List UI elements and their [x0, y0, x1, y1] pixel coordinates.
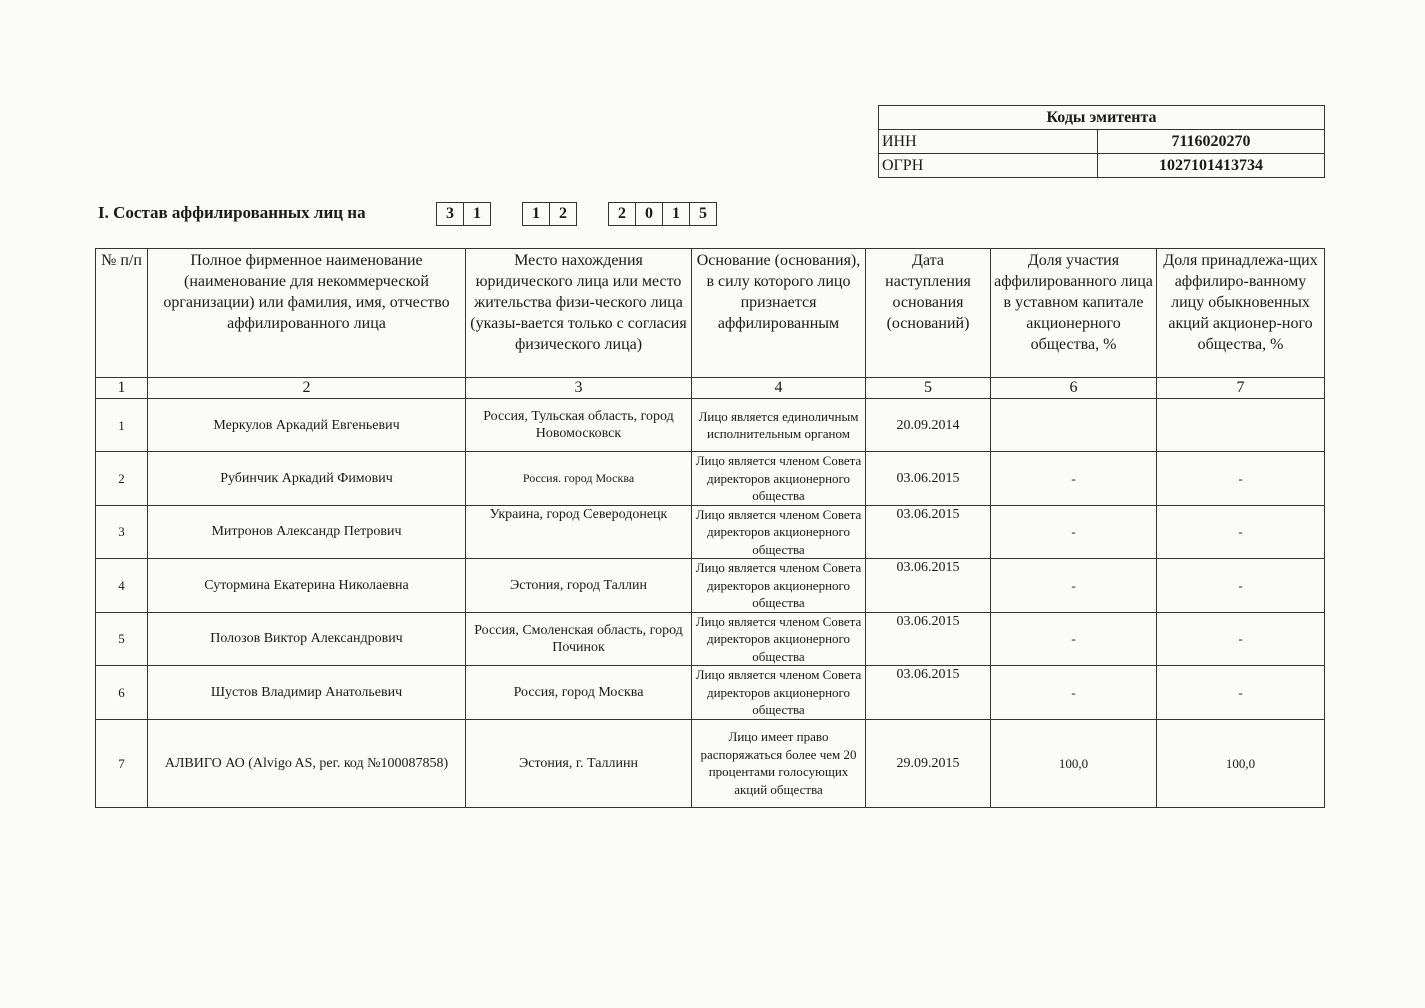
basis-date: 03.06.2015 — [866, 666, 991, 720]
stock-share: - — [1157, 559, 1325, 613]
person-location: Эстония, город Таллин — [466, 559, 692, 613]
capital-share — [991, 399, 1157, 452]
capital-share: - — [991, 666, 1157, 720]
date-digit: 5 — [689, 202, 717, 226]
column-number: 1 — [96, 378, 148, 399]
column-header-number: № п/п — [96, 249, 148, 378]
basis-date: 03.06.2015 — [866, 505, 991, 559]
date-digit: 1 — [662, 202, 690, 226]
table-row — [96, 612, 1325, 666]
person-name: АЛВИГО АО (Alvigo AS, рег. код №100087858) — [148, 719, 466, 807]
row-number: 3 — [96, 505, 148, 559]
issuer-code-row-ogrn — [879, 154, 1325, 178]
affiliation-basis: Лицо является членом Совета директоров акционерного общества — [692, 559, 866, 613]
row-number: 5 — [96, 612, 148, 666]
row-number: 1 — [96, 399, 148, 452]
row-number: 7 — [96, 719, 148, 807]
person-location: Россия. город Москва — [466, 452, 692, 506]
affiliation-basis: Лицо является членом Совета директоров акционерного общества — [692, 452, 866, 506]
person-location: Украина, город Северодонецк — [466, 505, 692, 559]
capital-share: - — [991, 452, 1157, 506]
stock-share: - — [1157, 612, 1325, 666]
table-row — [96, 452, 1325, 506]
date-day-boxes — [437, 202, 491, 226]
basis-date: 03.06.2015 — [866, 559, 991, 613]
person-location: Россия, Тульская область, город Новомосковск — [466, 399, 692, 452]
inn-label: ИНН — [879, 130, 1098, 154]
table-row — [96, 559, 1325, 613]
ogrn-value: 1027101413734 — [1098, 154, 1325, 178]
date-digit: 2 — [549, 202, 577, 226]
column-number: 3 — [466, 378, 692, 399]
affiliated-persons-table — [95, 248, 1325, 808]
stock-share — [1157, 399, 1325, 452]
ogrn-label: ОГРН — [879, 154, 1098, 178]
column-header-capital-share: Доля участия аффилированного лица в уставном капитале акционерного общества, % — [991, 249, 1157, 378]
date-digit: 2 — [608, 202, 636, 226]
affiliation-basis: Лицо является членом Совета директоров акционерного общества — [692, 666, 866, 720]
column-header-basis: Основание (основания), в силу которого лицо признается аффилированным — [692, 249, 866, 378]
capital-share: - — [991, 505, 1157, 559]
row-number: 2 — [96, 452, 148, 506]
affiliation-basis: Лицо имеет право распоряжаться более чем 20 процентами голосующих акций общества — [692, 719, 866, 807]
table-header-row — [96, 249, 1325, 378]
date-digit: 1 — [522, 202, 550, 226]
column-number: 4 — [692, 378, 866, 399]
date-month-boxes — [523, 202, 577, 226]
person-name: Митронов Александр Петрович — [148, 505, 466, 559]
date-digit: 0 — [635, 202, 663, 226]
stock-share: - — [1157, 505, 1325, 559]
person-name: Шустов Владимир Анатольевич — [148, 666, 466, 720]
affiliation-basis: Лицо является членом Совета директоров акционерного общества — [692, 505, 866, 559]
issuer-codes-table — [878, 105, 1325, 178]
table-row — [96, 399, 1325, 452]
column-number: 2 — [148, 378, 466, 399]
table-row — [96, 719, 1325, 807]
person-name: Сутормина Екатерина Николаевна — [148, 559, 466, 613]
table-row — [96, 666, 1325, 720]
issuer-code-row-inn — [879, 130, 1325, 154]
person-location: Россия, Смоленская область, город Починок — [466, 612, 692, 666]
column-header-location: Место нахождения юридического лица или место жительства физи-ческого лица (указы-вается только с согласия физического лица) — [466, 249, 692, 378]
capital-share: 100,0 — [991, 719, 1157, 807]
basis-date: 29.09.2015 — [866, 719, 991, 807]
column-number: 5 — [866, 378, 991, 399]
affiliation-basis: Лицо является единоличным исполнительным органом — [692, 399, 866, 452]
column-header-name: Полное фирменное наименование (наименование для некоммерческой организации) или фамилия, имя, отчество аффилированного лица — [148, 249, 466, 378]
inn-value: 7116020270 — [1098, 130, 1325, 154]
column-number: 6 — [991, 378, 1157, 399]
person-name: Меркулов Аркадий Евгеньевич — [148, 399, 466, 452]
row-number: 4 — [96, 559, 148, 613]
person-name: Рубинчик Аркадий Фимович — [148, 452, 466, 506]
person-location: Россия, город Москва — [466, 666, 692, 720]
table-row — [96, 505, 1325, 559]
stock-share: 100,0 — [1157, 719, 1325, 807]
capital-share: - — [991, 612, 1157, 666]
person-location: Эстония, г. Таллинн — [466, 719, 692, 807]
basis-date: 20.09.2014 — [866, 399, 991, 452]
date-digit: 1 — [463, 202, 491, 226]
column-number-row — [96, 378, 1325, 399]
person-name: Полозов Виктор Александрович — [148, 612, 466, 666]
capital-share: - — [991, 559, 1157, 613]
affiliation-basis: Лицо является членом Совета директоров акционерного общества — [692, 612, 866, 666]
date-year-boxes — [609, 202, 717, 226]
column-header-date: Дата наступления основания (оснований) — [866, 249, 991, 378]
column-number: 7 — [1157, 378, 1325, 399]
column-header-stock-share: Доля принадлежа-щих аффилиро-ванному лицу обыкновенных акций акционер-ного общества, % — [1157, 249, 1325, 378]
row-number: 6 — [96, 666, 148, 720]
basis-date: 03.06.2015 — [866, 452, 991, 506]
section-title: I. Состав аффилированных лиц на — [98, 203, 366, 222]
issuer-codes-header-row — [879, 106, 1325, 130]
stock-share: - — [1157, 452, 1325, 506]
basis-date: 03.06.2015 — [866, 612, 991, 666]
date-digit: 3 — [436, 202, 464, 226]
issuer-codes-title: Коды эмитента — [879, 106, 1325, 130]
stock-share: - — [1157, 666, 1325, 720]
